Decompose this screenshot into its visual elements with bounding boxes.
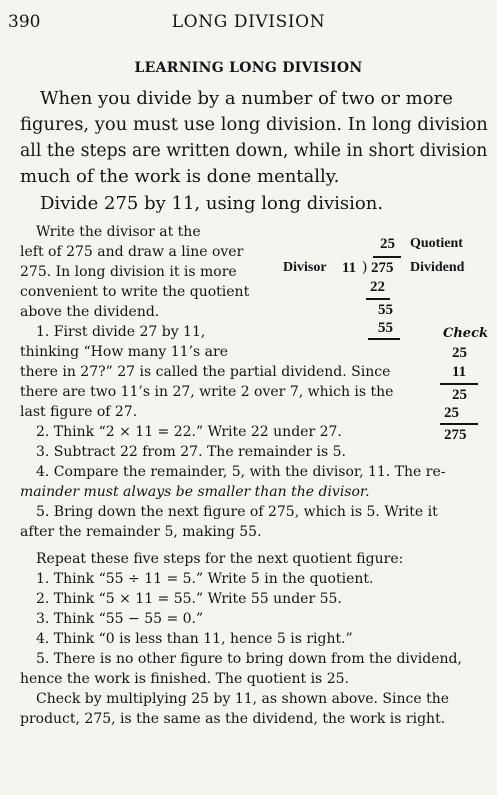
- quotient-value: 25: [380, 236, 395, 252]
- body-line: mainder must always be smaller than the divisor.: [20, 484, 370, 500]
- divisor-value: 11: [342, 260, 357, 276]
- body-line: 1. Think “55 ÷ 11 = 5.” Write 5 in the quotient.: [36, 571, 374, 587]
- body-line: 5. There is no other figure to bring down from the dividend,: [36, 651, 462, 667]
- dividend-value: 275: [371, 260, 394, 276]
- body-line: 2. Think “2 × 11 = 22.” Write 22 under 27.: [36, 424, 342, 440]
- body-line: thinking “How many 11’s are: [20, 344, 228, 360]
- running-title: LONG DIVISION: [171, 12, 326, 32]
- step-subtrahend-1: 22: [370, 279, 385, 295]
- division-bracket: ): [362, 259, 367, 275]
- body-line: Repeat these five steps for the next quotient figure:: [36, 551, 404, 567]
- body-line: 4. Think “0 is less than 11, hence 5 is right.”: [36, 631, 353, 647]
- body-line: Check by multiplying 25 by 11, as shown above. Since the: [36, 691, 450, 707]
- body-line: hence the work is finished. The quotient is 25.: [20, 671, 349, 687]
- body-line: 3. Subtract 22 from 27. The remainder is 5.: [36, 444, 347, 460]
- body-line: 5. Bring down the next figure of 275, which is 5. Write it: [36, 504, 438, 520]
- page-number: 390: [8, 12, 41, 32]
- intro-line: much of the work is done mentally.: [20, 166, 340, 187]
- step-remainder: 55: [378, 302, 393, 318]
- dividend-label: Dividend: [410, 260, 465, 275]
- problem-prompt: Divide 275 by 11, using long division.: [40, 193, 384, 214]
- body-line: 2. Think “5 × 11 = 55.” Write 55 under 55.: [36, 591, 342, 607]
- check-partial-product: 25: [452, 387, 467, 403]
- body-line: there are two 11’s in 27, write 2 over 7, which is the: [20, 384, 394, 400]
- body-line: Write the divisor at the: [36, 224, 201, 240]
- body-line: 3. Think “55 − 55 = 0.”: [36, 611, 204, 627]
- check-partial-product: 25: [444, 405, 459, 421]
- body-line: after the remainder 5, making 55.: [20, 524, 262, 540]
- check-factor: 25: [452, 345, 467, 361]
- intro-line: figures, you must use long division. In long division: [20, 114, 488, 135]
- step-subtrahend-2: 55: [378, 320, 393, 336]
- body-line: 275. In long division it is more: [20, 264, 237, 280]
- intro-line: When you divide by a number of two or more: [40, 88, 453, 109]
- check-factor: 11: [452, 364, 467, 380]
- check-product: 275: [444, 427, 467, 443]
- body-line: convenient to write the quotient: [20, 284, 250, 300]
- body-line: 4. Compare the remainder, 5, with the divisor, 11. The re-: [36, 464, 446, 480]
- step-rule-2: [368, 338, 400, 340]
- body-line: left of 275 and draw a line over: [20, 244, 244, 260]
- intro-line: all the steps are written down, while in short division: [20, 141, 488, 161]
- body-line: there in 27?” 27 is called the partial dividend. Since: [20, 364, 391, 380]
- quotient-label: Quotient: [410, 236, 463, 251]
- body-line: 1. First divide 27 by 11,: [36, 324, 206, 340]
- section-title: LEARNING LONG DIVISION: [134, 60, 363, 76]
- divisor-label: Divisor: [283, 260, 327, 275]
- check-title: Check: [443, 326, 488, 341]
- body-line: above the dividend.: [20, 304, 160, 320]
- body-line: last figure of 27.: [20, 404, 138, 420]
- body-line: product, 275, is the same as the dividend, the work is right.: [20, 711, 446, 727]
